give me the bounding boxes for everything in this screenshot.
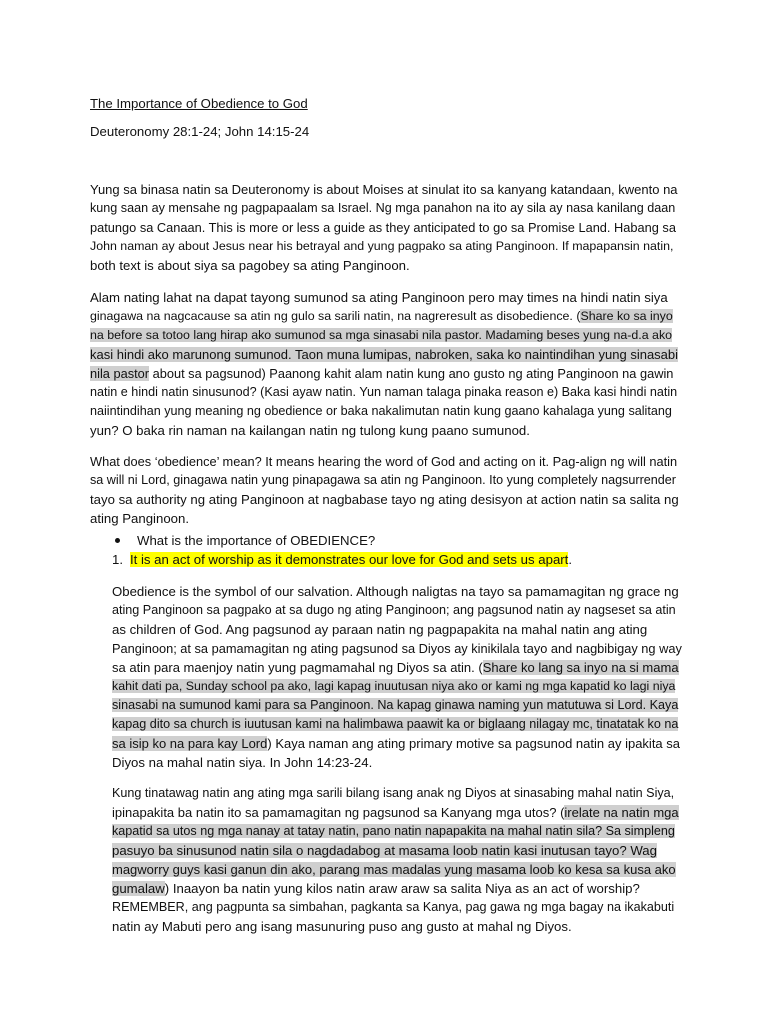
highlighted-text: Share ko sa inyo xyxy=(580,309,673,323)
bullet-text: What is the importance of OBEDIENCE? xyxy=(137,533,376,548)
highlighted-text: magworry guys kasi ganun din ako, parang mas madalas yung masama loob ko kesa sa kusa ako xyxy=(112,862,676,877)
highlighted-text: gumalaw xyxy=(112,881,165,896)
document-title: The Importance of Obedience to God xyxy=(90,96,308,111)
paragraph-line: Obedience is the symbol of our salvation. Although naligtas na tayo sa pamamagitan ng grace ng xyxy=(112,584,679,599)
bullet-icon xyxy=(115,538,120,543)
highlighted-text: pasuyo ba sinusunod natin sila o nagdadabog at masama loob natin kasi inutusan tayo? Wag xyxy=(112,843,657,858)
paragraph-line: ating Panginoon sa pagpako at sa dugo ng ating Panginoon; ang pagsunod natin ay nagseset sa atin xyxy=(112,603,676,617)
paragraph-line: kung saan ay mensahe ng pagpapaalam sa Israel. Ng mga panahon na ito ay sila ay nasa kanilang daan xyxy=(90,201,676,215)
highlighted-text: na before sa totoo lang hirap ako sumunod sa mga sinasabi nila pastor. Madaming beses yung na-d.a ako xyxy=(90,328,673,342)
highlighted-text: kapag dito sa church is iuutusan kami na halimbawa paawit ka or biglaang nilagay mc, tinatatak ko na xyxy=(112,717,679,731)
paragraph-line: patungo sa Canaan. This is more or less a guide as they anticipated to go sa Promise Land. Habang sa xyxy=(90,220,676,235)
paragraph-line xyxy=(112,696,678,715)
paragraph-line: naiintindihan yung meaning ng obedience or baka nakalimutan natin kung gaano kahalaga yung salitang xyxy=(90,404,672,418)
highlighted-text: kahit dati pa, Sunday school pa ako, lagi kapag inuutusan niya ako or kami ng mga kapatid ko lagi niya xyxy=(112,679,676,693)
text-run: ginagawa na nagcacause sa atin ng gulo sa sarili natin, na nagreresult as disobedience. ( xyxy=(90,309,581,323)
paragraph-line: ating Panginoon. xyxy=(90,511,189,526)
paragraph-line: both text is about siya sa pagobey sa ating Panginoon. xyxy=(90,258,410,273)
highlighted-text: kapatid sa utos ng mga nanay at tatay natin, pano natin napapakita na mahal natin sila? Sa simpleng xyxy=(112,824,675,838)
paragraph-line xyxy=(112,803,679,822)
highlighted-text: nila pastor xyxy=(90,366,150,381)
highlighted-text: sinasabi na sumunod kami para sa Panginoon. Na kapag ginawa naming yun matutuwa si Lord. Kaya xyxy=(112,698,679,712)
paragraph-line xyxy=(90,307,673,326)
paragraph-line: Kung tinatawag natin ang ating mga sarili bilang isang anak ng Diyos at sinasabing mahal natin Siya, xyxy=(112,786,675,800)
paragraph-line: natin e hindi natin sinusunod? (Kasi ayaw natin. Yun naman talaga pinaka reason e) Baka kasi hindi natin xyxy=(90,385,678,399)
text-run: ipinapakita ba natin ito sa pamamagitan ng pagsunod sa Kanyang mga utos? ( xyxy=(112,805,565,820)
list-number: 1. xyxy=(112,552,123,567)
paragraph-line: tayo sa authority ng ating Panginoon at nagbabase tayo ng ating desisyon at action natin sa salita ng xyxy=(90,492,679,507)
paragraph-line: natin ay Mabuti pero ang isang masunuring puso ang gusto at mahal ng Diyos. xyxy=(112,919,572,934)
text-run: . xyxy=(568,552,573,567)
paragraph-line: yun? O baka rin naman na kailangan natin ng tulong kung paano sumunod. xyxy=(90,423,530,438)
paragraph-line: Alam nating lahat na dapat tayong sumunod sa ating Panginoon pero may times na hindi natin siya xyxy=(90,290,668,305)
paragraph-line xyxy=(90,364,673,383)
highlighted-text: It is an act of worship as it demonstrates our love for God and sets us apart xyxy=(130,552,569,567)
scripture-reference: Deuteronomy 28:1-24; John 14:15-24 xyxy=(90,124,310,139)
highlighted-text: Share ko lang sa inyo na si mama xyxy=(482,660,679,675)
paragraph-line: sa will ni Lord, ginagawa natin yung pinapagawa sa atin ng Panginoon. Ito yung completely nagsurrender xyxy=(90,473,676,487)
highlighted-text: irelate na natin mga xyxy=(564,805,679,820)
paragraph-line: Diyos na mahal natin siya. In John 14:23-24. xyxy=(112,755,373,770)
paragraph-line xyxy=(112,658,679,677)
text-run: sa atin para maenjoy natin yung pagmamahal ng Diyos sa atin. ( xyxy=(112,660,483,675)
paragraph-line: John naman ay about Jesus near his betrayal and yung pagpako sa ating Panginoon. If mapapansin natin, xyxy=(90,239,674,253)
paragraph-line: Panginoon; at sa pamamagitan ng ating pagsunod sa Diyos ay kinikilala tayo and nagbibigay ng way xyxy=(112,641,682,656)
text-run: about sa pagsunod) Paanong kahit alam natin kung ano gusto ng ating Panginoon na gawin xyxy=(149,366,674,381)
text-run: ) Inaayon ba natin yung kilos natin araw araw sa salita Niya as an act of worship? xyxy=(164,881,640,896)
paragraph-line: Yung sa binasa natin sa Deuteronomy is about Moises at sinulat ito sa kanyang katandaan, kwento na xyxy=(90,182,678,197)
paragraph-line xyxy=(112,879,640,898)
paragraph-line xyxy=(112,860,676,879)
highlighted-text: sa isip ko na para kay Lord xyxy=(112,736,268,751)
paragraph-line xyxy=(90,345,678,364)
paragraph-line: as children of God. Ang pagsunod ay paraan natin ng pagpapakita na mahal natin ang ating xyxy=(112,622,648,637)
paragraph-line xyxy=(112,822,675,841)
text-run: ) Kaya naman ang ating primary motive sa pagsunod natin ay ipakita sa xyxy=(267,736,680,751)
paragraph-line xyxy=(90,326,672,345)
paragraph-line xyxy=(112,734,680,753)
paragraph-line xyxy=(112,677,675,696)
paragraph-line: What does ‘obedience’ mean? It means hearing the word of God and acting on it. Pag-align ng will natin xyxy=(90,454,678,469)
paragraph-line xyxy=(112,841,657,860)
paragraph-line xyxy=(112,715,678,734)
highlighted-text: kasi hindi ako marunong sumunod. Taon muna lumipas, nabroken, saka ko naintindihan yung sinasabi xyxy=(90,347,679,362)
paragraph-line: REMEMBER, ang pagpunta sa simbahan, pagkanta sa Kanya, pag gawa ng mga bagay na ikakabuti xyxy=(112,900,675,914)
